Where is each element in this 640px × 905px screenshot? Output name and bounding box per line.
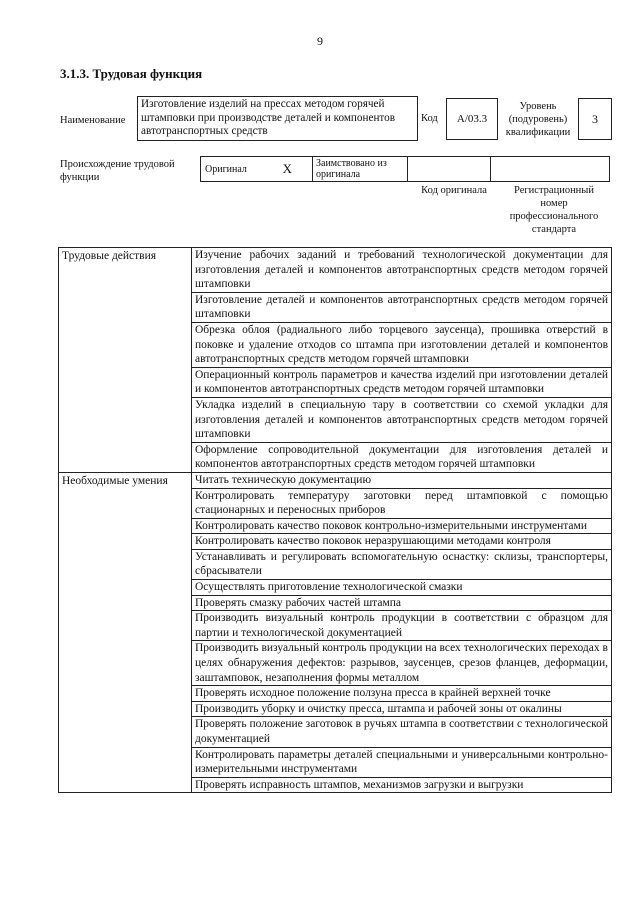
name-label: Наименование	[60, 115, 126, 126]
section-header: Трудовые действия	[59, 248, 192, 473]
section-item: Производить уборку и очистку пресса, штампа и рабочей зоны от окалины	[192, 701, 612, 717]
table-row	[59, 472, 612, 488]
section-item: Проверять положение заготовок в ручьях штампа в соответствии с технологической документацией	[192, 717, 612, 747]
reg-number-cell	[490, 156, 610, 182]
table-row	[59, 248, 612, 293]
section-item: Проверять смазку рабочих частей штампа	[192, 595, 612, 611]
section-item: Проверять исправность штампов, механизмов загрузки и выгрузки	[192, 777, 612, 793]
section-title: 3.1.3. Трудовая функция	[60, 66, 203, 81]
function-table	[58, 247, 612, 793]
function-name-box: Изготовление изделий на прессах методом горячей штамповки при производстве деталей и компонентов автотранспортных средств	[137, 96, 418, 141]
code-label: Код	[421, 113, 438, 124]
code-box: A/03.3	[446, 98, 498, 140]
section-item: Производить визуальный контроль продукции в соответствии с образцом для партии и технологической документацией	[192, 611, 612, 641]
level-label: Уровень (подуровень) квалификации	[505, 101, 571, 138]
section-item: Устанавливать и регулировать вспомогательную оснастку: склизы, транспортеры, сбрасыватели	[192, 549, 612, 579]
section-item: Проверять исходное положение ползуна пресса в крайней верхней точке	[192, 686, 612, 702]
section-item: Контролировать качество поковок контрольно-измерительными инструментами	[192, 518, 612, 534]
code-original-cell	[407, 156, 491, 182]
page-number: 9	[317, 34, 323, 48]
original-mark: X	[282, 161, 292, 176]
section-item: Обрезка облоя (радиального либо торцевого заусенца), прошивка отверстий в поковке и удаление отходов со штампа при изготовлении деталей и компонентов автотранспортных средств методом горячей штамповки	[192, 322, 612, 367]
section-item: Осуществлять приготовление технологической смазки	[192, 580, 612, 596]
reg-number-label: Регистрационный номер профессионального стандарта	[509, 185, 599, 235]
origin-label: Происхождение трудовой функции	[60, 159, 175, 183]
section-item: Производить визуальный контроль продукции на всех технологических переходах в целях обнаружения дефектов: разрывов, заусенцев, срезов фланцев, деформации, заштамповок, незаполнения формы металлом	[192, 641, 612, 686]
section-item: Укладка изделий в специальную тару в соответствии со схемой укладки для изготовления деталей и компонентов автотранспортных средств методом горячей штамповки	[192, 397, 612, 442]
borrowed-label: Заимствовано из оригинала	[312, 156, 408, 182]
section-item: Контролировать параметры деталей специальными и универсальными контрольно-измерительными инструментами	[192, 747, 612, 777]
section-header: Необходимые умения	[59, 472, 192, 792]
section-item: Изготовление деталей и компонентов автотранспортных средств методом горячей штамповки	[192, 292, 612, 322]
original-label: Оригинал	[205, 163, 247, 175]
section-item: Читать техническую документацию	[192, 472, 612, 488]
original-cell	[200, 156, 313, 182]
origin-row	[201, 156, 612, 182]
section-item: Оформление сопроводительной документации для изготовления деталей и компонентов автотранспортных средств методом горячей штамповки	[192, 442, 612, 472]
section-item: Операционный контроль параметров и качества изделий при изготовлении деталей и компонентов автотранспортных средств методом горячей штамповки	[192, 367, 612, 397]
section-item: Изучение рабочих заданий и требований технологической документации для изготовления деталей и компонентов автотранспортных средств методом горячей штамповки	[192, 248, 612, 293]
section-item: Контролировать качество поковок неразрушающими методами контроля	[192, 534, 612, 550]
section-item: Контролировать температуру заготовки перед штамповкой с помощью стационарных и переносных приборов	[192, 488, 612, 518]
code-original-label: Код оригинала	[421, 185, 487, 196]
level-box: 3	[578, 98, 612, 140]
